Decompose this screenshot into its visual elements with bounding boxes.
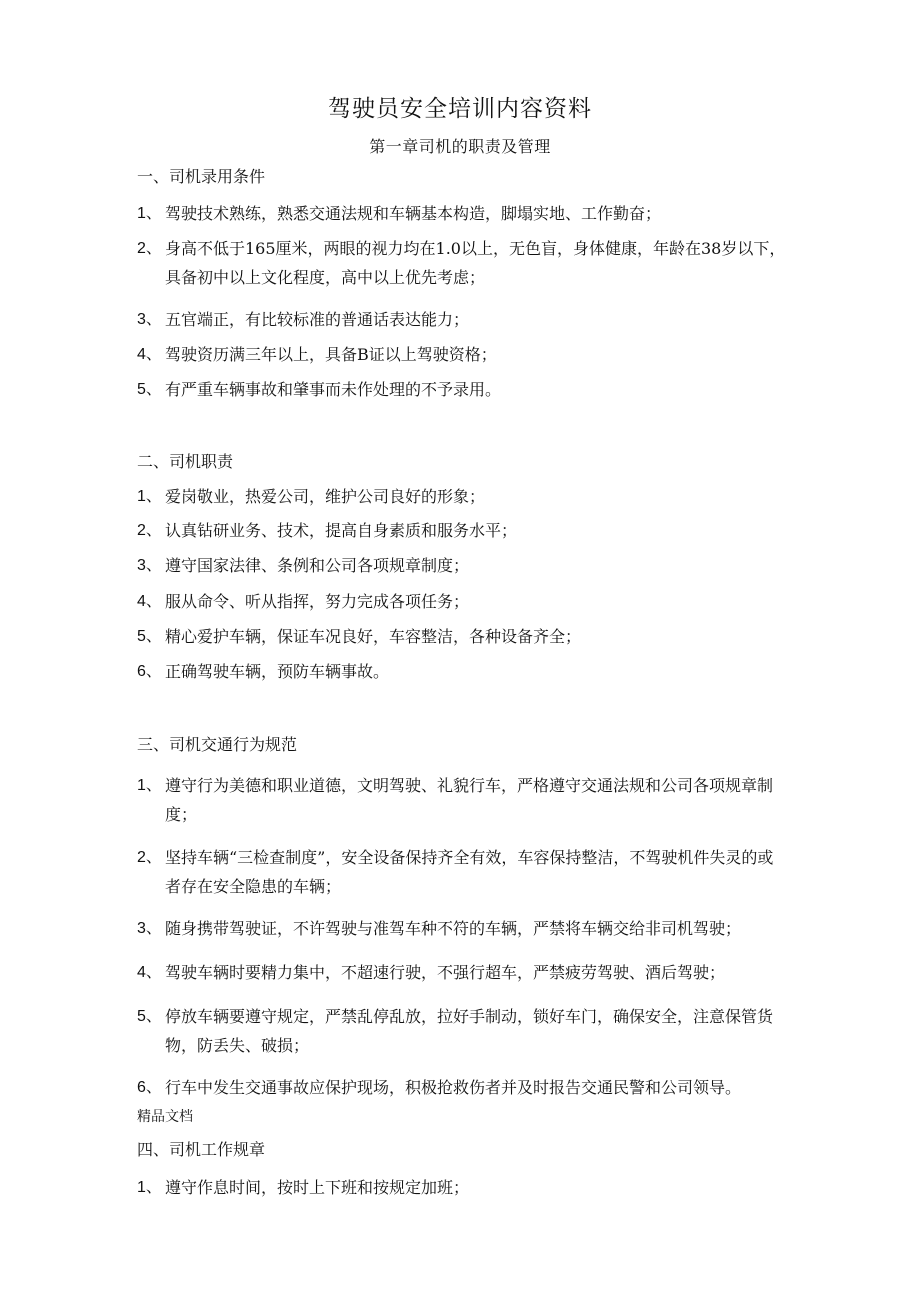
item-number: 4、 xyxy=(137,964,162,981)
item-text: 认真钻研业务、技术，提高自身素质和服务水平； xyxy=(165,521,518,540)
section-heading-driver-duties: 二、司机职责 xyxy=(137,452,234,471)
item-number: 5、 xyxy=(137,1008,162,1025)
item-number: 1、 xyxy=(137,205,162,222)
list-item xyxy=(137,1073,787,1102)
item-number: 4、 xyxy=(137,346,162,363)
item-text: 五官端正，有比较标准的普通话表达能力； xyxy=(165,310,470,329)
list-item xyxy=(137,551,787,580)
list-item xyxy=(137,657,787,686)
item-text: 身高不低于165厘米，两眼的视力均在1.0以上，无色盲，身体健康，年龄在38岁以下，具备初中以上文化程度，高中以上优先考虑； xyxy=(165,239,786,287)
list-item xyxy=(137,587,787,616)
item-number: 1、 xyxy=(137,777,162,794)
item-number: 2、 xyxy=(137,240,162,257)
item-number: 2、 xyxy=(137,849,162,866)
list-item xyxy=(137,958,787,987)
item-text: 驾驶资历满三年以上，具备B证以上驾驶资格； xyxy=(165,345,497,364)
list-item xyxy=(137,914,787,943)
item-number: 3、 xyxy=(137,920,162,937)
item-text: 行车中发生交通事故应保护现场，积极抢救伤者并及时报告交通民警和公司领导。 xyxy=(165,1078,742,1097)
item-number: 1、 xyxy=(137,488,162,505)
list-item xyxy=(137,482,787,511)
list-item xyxy=(137,843,787,901)
watermark-note: 精品文档 xyxy=(137,1109,193,1125)
item-number: 2、 xyxy=(137,522,162,539)
list-item xyxy=(137,622,787,651)
item-number: 5、 xyxy=(137,628,162,645)
item-text: 随身携带驾驶证，不许驾驶与准驾车种不符的车辆，严禁将车辆交给非司机驾驶； xyxy=(165,919,742,938)
item-text: 正确驾驶车辆，预防车辆事故。 xyxy=(165,662,390,681)
item-number: 6、 xyxy=(137,663,162,680)
list-item xyxy=(137,375,787,404)
list-item xyxy=(137,305,787,334)
item-text: 服从命令、听从指挥，努力完成各项任务； xyxy=(165,592,470,611)
list-item xyxy=(137,340,787,369)
item-number: 1、 xyxy=(137,1179,162,1196)
list-item xyxy=(137,1002,787,1060)
item-text: 遵守国家法律、条例和公司各项规章制度； xyxy=(165,556,470,575)
item-text: 驾驶车辆时要精力集中，不超速行驶，不强行超车，严禁疲劳驾驶、酒后驾驶； xyxy=(165,963,726,982)
item-number: 4、 xyxy=(137,593,162,610)
item-number: 3、 xyxy=(137,311,162,328)
list-item xyxy=(137,234,787,292)
item-text: 坚持车辆“三检查制度”，安全设备保持齐全有效，车容保持整洁，不驾驶机件失灵的或者存在安全隐患的车辆； xyxy=(165,848,774,896)
item-text: 遵守作息时间，按时上下班和按规定加班； xyxy=(165,1178,470,1197)
item-text: 有严重车辆事故和肇事而未作处理的不予录用。 xyxy=(165,380,502,399)
list-item xyxy=(137,516,787,545)
list-item xyxy=(137,1173,787,1202)
section-heading-hiring-conditions: 一、司机录用条件 xyxy=(137,167,266,186)
item-text: 停放车辆要遵守规定，严禁乱停乱放，拉好手制动，锁好车门，确保安全，注意保管货物，防丢失、破损； xyxy=(165,1007,774,1055)
document-title: 驾驶员安全培训内容资料 xyxy=(328,96,592,122)
list-item xyxy=(137,199,787,228)
item-text: 驾驶技术熟练，熟悉交通法规和车辆基本构造，脚塌实地、工作勤奋； xyxy=(165,204,662,223)
item-number: 5、 xyxy=(137,381,162,398)
item-text: 爱岗敬业，热爱公司，维护公司良好的形象； xyxy=(165,487,486,506)
chapter-title: 第一章司机的职责及管理 xyxy=(369,137,551,156)
item-text: 遵守行为美德和职业道德，文明驾驶、礼貌行车，严格遵守交通法规和公司各项规章制度； xyxy=(165,776,774,824)
list-item xyxy=(137,771,787,829)
section-heading-traffic-conduct: 三、司机交通行为规范 xyxy=(137,735,298,754)
section-heading-work-rules: 四、司机工作规章 xyxy=(137,1140,266,1159)
item-number: 6、 xyxy=(137,1079,162,1096)
item-text: 精心爱护车辆，保证车况良好，车容整洁，各种设备齐全； xyxy=(165,627,582,646)
item-number: 3、 xyxy=(137,557,162,574)
